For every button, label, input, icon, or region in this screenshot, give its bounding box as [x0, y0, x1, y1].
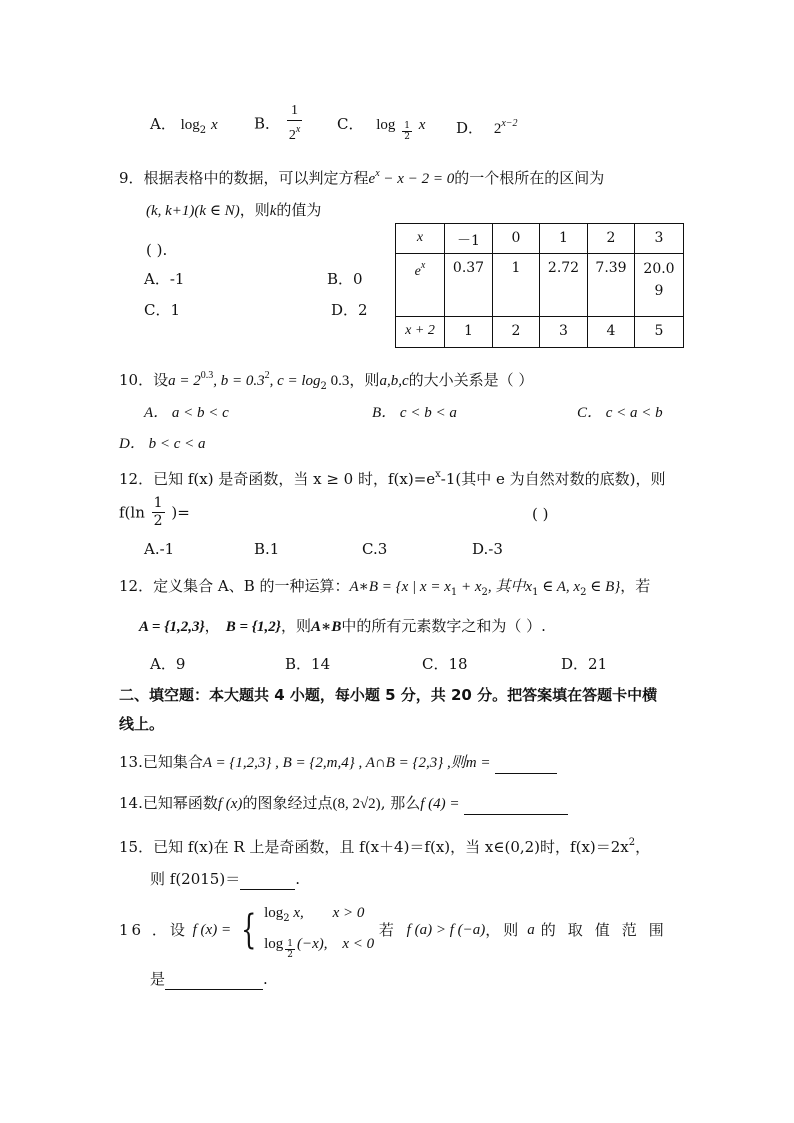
q12b-option-c: C．18 [422, 655, 468, 673]
q12a-option-d: D.-3 [472, 540, 503, 558]
q10-option-c: C． c < a < b [577, 405, 663, 421]
q10-option-d: D． b < c < a [119, 436, 206, 452]
q9-option-c: C．1 [144, 301, 181, 319]
q9-paren: ( ). [146, 241, 168, 259]
q16-line1: 16 ．设 f (x) = { $\log_2 x$, x > 0 log $\frac{1}{2}$ (−x), x < 0 若 f (a) > f (−a)，则 a 的取值范围 [119, 900, 676, 960]
q15-line2: 则 f(2015)＝ . [150, 870, 300, 888]
q12a-paren: ( ) [532, 505, 549, 523]
q12a-option-a: A.-1 [144, 540, 175, 558]
q12a-expression: f(ln $\frac{1}{2}$ )= [119, 495, 190, 529]
q9-value-table [395, 223, 684, 348]
q10-option-a: A． a < b < c [144, 405, 229, 421]
q9-option-a: A．-1 [144, 270, 185, 288]
q8-option-b: B． $\frac{1}{2^x}$ [254, 103, 301, 143]
q16-case2: log $\frac{1}{2}$ (−x), x < 0 [264, 936, 375, 960]
q16-case1: $\log_2 x$, x > 0 [264, 905, 365, 924]
q9-option-b: B．0 [327, 270, 363, 288]
q16-piecewise [264, 900, 374, 960]
q14: 14.已知幂函数f (x)的图象经过点(8, 2√2), 那么f (4) = [119, 792, 568, 815]
q9-interval-line: (k, k+1)(k ∈ N)，则k的值为 [146, 201, 322, 219]
q16-line2: 是 . [150, 970, 268, 988]
q15-line1: 15．已知 f(x)在 R 上是奇函数，且 f(x＋4)＝f(x)，当 x∈(0,2)时，$f(x)=2x^2$， [119, 837, 651, 856]
piecewise-brace: { [240, 907, 257, 953]
q15-answer-blank[interactable] [240, 873, 295, 890]
q10-option-b: B． c < b < a [372, 405, 457, 421]
q9-table-wrapped-cell: 20.0 9 [635, 254, 684, 317]
q8-option-a: A． $\log_2 x$ [150, 115, 218, 136]
q12b-option-d: D．21 [561, 655, 608, 673]
q9-option-d: D．2 [331, 301, 368, 319]
q8-option-d: D． $2^{x-2}$ [456, 118, 518, 137]
q16-case2-base-fraction: $\frac{1}{2}$ [287, 939, 293, 960]
table-row: $e^x$ 0.37 1 2.72 7.39 20.0 9 [396, 254, 684, 317]
q12a-option-c: C.3 [362, 540, 388, 558]
q8-b-fraction: $\frac{1}{2^x}$ [288, 103, 301, 143]
q13-answer-blank[interactable] [495, 757, 557, 774]
table-row: x + 2 1 2 3 4 5 [396, 317, 684, 348]
q12b-option-a: A．9 [150, 655, 186, 673]
q9-stem: 9．根据表格中的数据，可以判定方程$e^x - x - 2 = 0$的一个根所在的区间为 [119, 168, 605, 187]
q9-table-ex-header: $e^x$ [396, 254, 445, 317]
q12b-option-b: B．14 [285, 655, 331, 673]
q12a-stem: 12．已知 f(x) 是奇函数，当 x ≥ 0 时，$f(x)=e^x-1$(其中 e 为自然对数的底数)，则 [119, 469, 666, 488]
q12b-sets-line: A = {1,2,3}， B = {1,2}，则A∗B中的所有元素数字之和为（ ）. [139, 617, 546, 635]
section2-heading-line2: 线上。 [119, 715, 165, 733]
section2-heading-line1: 二、填空题：本大题共 4 小题，每小题 5 分，共 20 分。把答案填在答题卡中横 [119, 686, 658, 704]
q12a-option-b: B.1 [254, 540, 280, 558]
q13: 13.已知集合A = {1,2,3} , B = {2,m,4} , A∩B = {2,3} ,则m = [119, 751, 557, 774]
q8-options [150, 113, 218, 142]
q12b-stem: 12．定义集合 A、B 的一种运算：A∗B = {x | $x = x_1 + x_2$, 其中$x_1$ ∈ A, $x_2$ ∈ B}，若 [119, 577, 651, 598]
table-row: x －1 0 1 2 3 [396, 224, 684, 254]
q8-option-c: C． log $\frac{1}{2}$ x [337, 115, 426, 142]
q8-c-base-fraction: $\frac{1}{2}$ [404, 121, 410, 142]
q14-answer-blank[interactable] [464, 798, 568, 815]
q12a-fraction: $\frac{1}{2}$ [153, 495, 163, 529]
q16-answer-blank[interactable] [165, 973, 263, 990]
q10-stem: 10．设$a = 2^{0.3}$, $b = 0.3^2$, $c = \log_2 0.3$，则a,b,c的大小关系是（ ） [119, 370, 534, 392]
